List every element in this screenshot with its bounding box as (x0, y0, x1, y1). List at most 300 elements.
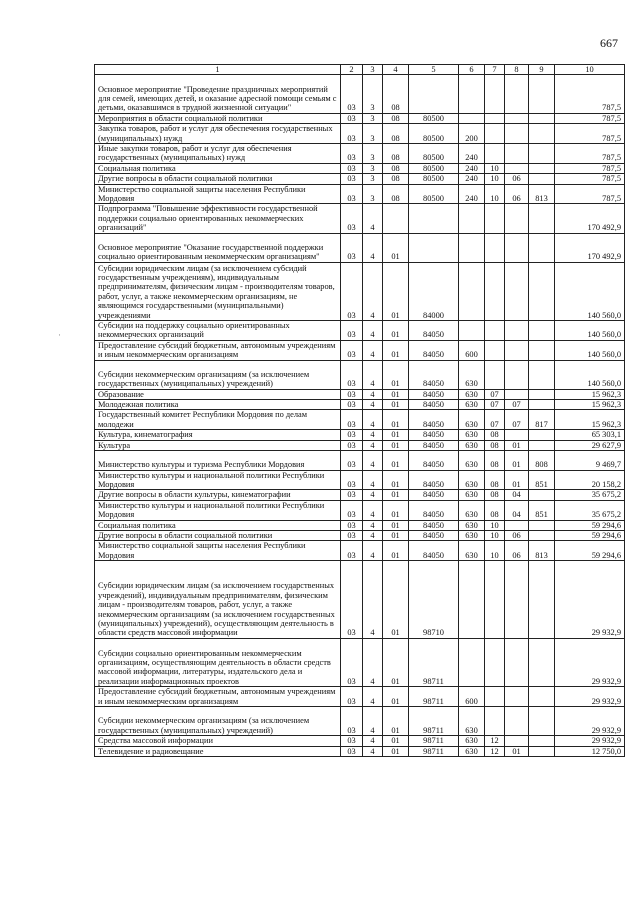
cell-amount: 170 492,9 (555, 233, 625, 262)
cell-col-9 (529, 163, 555, 173)
cell-col-7 (485, 340, 505, 360)
cell-col-6: 630 (459, 451, 485, 470)
cell-col-7 (485, 638, 505, 687)
table-row (95, 163, 625, 173)
cell-col-2: 03 (341, 707, 363, 736)
cell-name: Субсидии юридическим лицам (за исключением субсидий государственным учреждениям), индивидуальным предпринимателям, физическим лицам - производителям товаров, работ, услуг, а также некоммерческим организациям, не являющимся государственными (муниципальными) учреждениями (95, 262, 341, 320)
cell-amount: 140 560,0 (555, 320, 625, 340)
cell-col-4: 01 (383, 541, 409, 561)
cell-col-5: 84050 (409, 360, 459, 389)
table-row (95, 541, 625, 561)
header-cell: 3 (363, 65, 383, 75)
cell-col-3: 4 (363, 530, 383, 540)
header-cell: 10 (555, 65, 625, 75)
cell-col-4: 08 (383, 163, 409, 173)
cell-col-5: 98711 (409, 707, 459, 736)
cell-name: Молодежная политика (95, 400, 341, 410)
cell-col-9 (529, 746, 555, 756)
cell-col-3: 4 (363, 262, 383, 320)
cell-col-6: 630 (459, 541, 485, 561)
cell-name: Социальная политика (95, 163, 341, 173)
cell-col-2: 03 (341, 389, 363, 399)
cell-col-3: 3 (363, 113, 383, 123)
table-row (95, 490, 625, 500)
table-row (95, 400, 625, 410)
cell-col-2: 03 (341, 174, 363, 184)
cell-col-7: 08 (485, 430, 505, 440)
cell-col-5: 80500 (409, 113, 459, 123)
cell-col-3: 3 (363, 163, 383, 173)
cell-col-6: 600 (459, 340, 485, 360)
cell-name: Министерство культуры и национальной политики Республики Мордовия (95, 470, 341, 490)
cell-name: Средства массовой информации (95, 736, 341, 746)
cell-col-4: 01 (383, 389, 409, 399)
cell-col-8: 01 (505, 451, 529, 470)
cell-col-6 (459, 561, 485, 639)
cell-col-2: 03 (341, 500, 363, 520)
cell-col-8: 06 (505, 530, 529, 540)
cell-name: Субсидии некоммерческим организациям (за исключением государственных (муниципальных) учреждений) (95, 360, 341, 389)
cell-col-5: 84050 (409, 530, 459, 540)
cell-col-3: 4 (363, 440, 383, 450)
cell-amount: 20 158,2 (555, 470, 625, 490)
cell-col-5: 84050 (409, 389, 459, 399)
cell-col-4: 01 (383, 440, 409, 450)
cell-col-7: 10 (485, 163, 505, 173)
cell-amount: 787,5 (555, 113, 625, 123)
cell-amount: 140 560,0 (555, 262, 625, 320)
cell-col-9 (529, 262, 555, 320)
cell-amount: 140 560,0 (555, 360, 625, 389)
cell-name: Социальная политика (95, 520, 341, 530)
cell-col-9 (529, 360, 555, 389)
cell-col-2: 03 (341, 144, 363, 164)
cell-col-8 (505, 262, 529, 320)
cell-col-6: 240 (459, 163, 485, 173)
cell-col-3: 3 (363, 75, 383, 114)
cell-col-7 (485, 204, 505, 233)
cell-col-3: 3 (363, 174, 383, 184)
table-row (95, 124, 625, 144)
cell-col-9 (529, 490, 555, 500)
cell-col-3: 4 (363, 451, 383, 470)
cell-col-6: 600 (459, 687, 485, 707)
page-number: 667 (600, 36, 618, 50)
table-row (95, 736, 625, 746)
cell-col-2: 03 (341, 746, 363, 756)
cell-col-4: 08 (383, 113, 409, 123)
cell-col-7: 10 (485, 174, 505, 184)
cell-col-4: 01 (383, 520, 409, 530)
cell-col-8 (505, 75, 529, 114)
cell-col-3: 4 (363, 687, 383, 707)
cell-name: Министерство культуры и национальной политики Республики Мордовия (95, 500, 341, 520)
cell-col-2: 03 (341, 163, 363, 173)
cell-col-5: 80500 (409, 124, 459, 144)
table-row (95, 687, 625, 707)
cell-col-5 (409, 233, 459, 262)
cell-col-9 (529, 124, 555, 144)
table-row (95, 389, 625, 399)
cell-amount: 12 750,0 (555, 746, 625, 756)
cell-col-8 (505, 340, 529, 360)
cell-col-4: 01 (383, 530, 409, 540)
cell-amount: 15 962,3 (555, 410, 625, 430)
table-row (95, 440, 625, 450)
cell-name: Субсидии некоммерческим организациям (за исключением государственных (муниципальных) учреждений) (95, 707, 341, 736)
cell-name: Министерство культуры и туризма Республики Мордовия (95, 451, 341, 470)
cell-col-3: 4 (363, 340, 383, 360)
cell-col-8 (505, 707, 529, 736)
cell-col-5: 84050 (409, 430, 459, 440)
cell-col-4: 01 (383, 430, 409, 440)
cell-name: Мероприятия в области социальной политики (95, 113, 341, 123)
cell-col-7 (485, 561, 505, 639)
cell-col-5: 80500 (409, 184, 459, 204)
cell-name: Другие вопросы в области социальной политики (95, 174, 341, 184)
cell-col-6: 200 (459, 124, 485, 144)
cell-col-7: 10 (485, 541, 505, 561)
cell-col-4: 01 (383, 233, 409, 262)
cell-col-6 (459, 320, 485, 340)
cell-col-9 (529, 430, 555, 440)
header-row (95, 65, 625, 75)
cell-col-9 (529, 174, 555, 184)
cell-col-4: 01 (383, 360, 409, 389)
cell-col-7: 07 (485, 389, 505, 399)
cell-col-3: 4 (363, 638, 383, 687)
cell-col-4: 08 (383, 174, 409, 184)
cell-col-6 (459, 262, 485, 320)
cell-col-6: 630 (459, 520, 485, 530)
cell-col-5: 98710 (409, 561, 459, 639)
cell-col-3: 4 (363, 389, 383, 399)
cell-amount: 65 303,1 (555, 430, 625, 440)
cell-name: Культура (95, 440, 341, 450)
table-row (95, 340, 625, 360)
cell-amount: 59 294,6 (555, 541, 625, 561)
table-row (95, 500, 625, 520)
cell-col-7 (485, 687, 505, 707)
cell-col-4: 01 (383, 400, 409, 410)
cell-col-4: 08 (383, 184, 409, 204)
cell-name: Иные закупки товаров, работ и услуг для обеспечения государственных (муниципальных) нужд (95, 144, 341, 164)
table-row (95, 530, 625, 540)
cell-col-3: 4 (363, 430, 383, 440)
cell-amount: 59 294,6 (555, 520, 625, 530)
cell-col-2: 03 (341, 440, 363, 450)
cell-col-4: 01 (383, 746, 409, 756)
cell-col-6: 630 (459, 736, 485, 746)
cell-col-8 (505, 561, 529, 639)
cell-col-6 (459, 113, 485, 123)
cell-col-9 (529, 561, 555, 639)
cell-col-9 (529, 75, 555, 114)
table-row (95, 360, 625, 389)
cell-col-5: 84050 (409, 541, 459, 561)
cell-col-8: 01 (505, 746, 529, 756)
cell-col-3: 4 (363, 541, 383, 561)
cell-col-9 (529, 687, 555, 707)
cell-col-7 (485, 233, 505, 262)
header-cell: 8 (505, 65, 529, 75)
cell-amount: 29 627,9 (555, 440, 625, 450)
cell-col-8: 04 (505, 490, 529, 500)
budget-table (94, 64, 625, 757)
cell-col-3: 4 (363, 470, 383, 490)
cell-col-8: 06 (505, 174, 529, 184)
cell-col-9 (529, 320, 555, 340)
table-row (95, 638, 625, 687)
cell-col-4: 01 (383, 736, 409, 746)
cell-col-8: 01 (505, 470, 529, 490)
cell-name: Другие вопросы в области культуры, кинематографии (95, 490, 341, 500)
cell-col-5: 84050 (409, 490, 459, 500)
cell-col-2: 03 (341, 113, 363, 123)
cell-col-5: 84050 (409, 400, 459, 410)
cell-col-5: 84050 (409, 500, 459, 520)
cell-amount: 29 932,9 (555, 707, 625, 736)
cell-col-6: 240 (459, 144, 485, 164)
cell-col-6 (459, 75, 485, 114)
cell-col-7: 07 (485, 410, 505, 430)
cell-col-4: 01 (383, 410, 409, 430)
cell-name: Основное мероприятие "Оказание государственной поддержки социально ориентированным некоммерческим организациям" (95, 233, 341, 262)
cell-amount: 15 962,3 (555, 400, 625, 410)
cell-name: Основное мероприятие "Проведение праздничных мероприятий для семей, имеющих детей, и оказание адресной помощи семьям с детьми, оказавшимся в трудной жизненной ситуации" (95, 75, 341, 114)
cell-col-6: 630 (459, 400, 485, 410)
table-row (95, 707, 625, 736)
cell-col-8 (505, 389, 529, 399)
cell-amount: 29 932,9 (555, 736, 625, 746)
cell-name: Закупка товаров, работ и услуг для обеспечения государственных (муниципальных) нужд (95, 124, 341, 144)
cell-col-7 (485, 320, 505, 340)
table-row (95, 144, 625, 164)
cell-name: Культура, кинематография (95, 430, 341, 440)
cell-amount: 29 932,9 (555, 561, 625, 639)
cell-col-9 (529, 638, 555, 687)
cell-col-8 (505, 233, 529, 262)
cell-col-4: 08 (383, 144, 409, 164)
cell-col-6 (459, 204, 485, 233)
cell-col-9: 851 (529, 470, 555, 490)
cell-col-8 (505, 430, 529, 440)
cell-col-7 (485, 113, 505, 123)
cell-col-4: 08 (383, 75, 409, 114)
cell-col-2: 03 (341, 233, 363, 262)
cell-amount: 787,5 (555, 184, 625, 204)
cell-col-6: 630 (459, 746, 485, 756)
cell-col-6 (459, 233, 485, 262)
cell-col-7: 08 (485, 440, 505, 450)
cell-col-9 (529, 400, 555, 410)
cell-col-4: 01 (383, 687, 409, 707)
header-cell: 2 (341, 65, 363, 75)
cell-col-7: 12 (485, 736, 505, 746)
cell-name: Субсидии юридическим лицам (за исключением государственных учреждений), индивидуальным предпринимателям, физическим лицам - производителям товаров, работ, услуг, а также некоммерческим организациям (за исключением государственных (муниципальных) учреждений), осуществляющим деятельность в области средств массовой информации (95, 561, 341, 639)
cell-col-9 (529, 340, 555, 360)
cell-col-8 (505, 520, 529, 530)
cell-col-4: 08 (383, 124, 409, 144)
cell-col-9 (529, 144, 555, 164)
cell-name: Государственный комитет Республики Мордовия по делам молодежи (95, 410, 341, 430)
cell-col-7: 10 (485, 530, 505, 540)
cell-amount: 787,5 (555, 144, 625, 164)
cell-col-7: 12 (485, 746, 505, 756)
cell-name: Телевидение и радиовещание (95, 746, 341, 756)
cell-col-3: 4 (363, 561, 383, 639)
cell-col-6: 630 (459, 470, 485, 490)
cell-col-8 (505, 320, 529, 340)
table-row (95, 520, 625, 530)
cell-col-2: 03 (341, 520, 363, 530)
cell-col-8: 04 (505, 500, 529, 520)
cell-col-6: 630 (459, 410, 485, 430)
cell-col-7 (485, 75, 505, 114)
cell-col-5: 84050 (409, 440, 459, 450)
cell-col-4: 01 (383, 490, 409, 500)
cell-col-2: 03 (341, 638, 363, 687)
table-row (95, 113, 625, 123)
cell-name: Субсидии на поддержку социально ориентированных некоммерческих организаций (95, 320, 341, 340)
cell-col-8 (505, 736, 529, 746)
cell-col-5: 98711 (409, 736, 459, 746)
cell-col-9 (529, 389, 555, 399)
cell-amount: 29 932,9 (555, 638, 625, 687)
cell-col-9: 813 (529, 184, 555, 204)
cell-col-8 (505, 144, 529, 164)
cell-col-6: 630 (459, 389, 485, 399)
header-cell: 4 (383, 65, 409, 75)
header-cell: 5 (409, 65, 459, 75)
cell-col-2: 03 (341, 124, 363, 144)
cell-col-8 (505, 204, 529, 233)
cell-amount: 170 492,9 (555, 204, 625, 233)
cell-col-7: 10 (485, 184, 505, 204)
cell-amount: 140 560,0 (555, 340, 625, 360)
cell-col-2: 03 (341, 75, 363, 114)
table-row (95, 204, 625, 233)
cell-col-8 (505, 687, 529, 707)
cell-amount: 35 675,2 (555, 490, 625, 500)
cell-col-6: 630 (459, 360, 485, 389)
cell-amount: 787,5 (555, 174, 625, 184)
cell-col-6: 630 (459, 530, 485, 540)
cell-col-9 (529, 736, 555, 746)
cell-col-8: 07 (505, 410, 529, 430)
cell-col-5: 98711 (409, 638, 459, 687)
cell-amount: 59 294,6 (555, 530, 625, 540)
cell-col-7: 10 (485, 520, 505, 530)
cell-col-2: 03 (341, 410, 363, 430)
table-row (95, 75, 625, 114)
cell-col-3: 4 (363, 500, 383, 520)
cell-amount: 787,5 (555, 75, 625, 114)
cell-col-5: 84050 (409, 320, 459, 340)
cell-col-7 (485, 262, 505, 320)
cell-col-4: 01 (383, 262, 409, 320)
cell-col-9 (529, 204, 555, 233)
cell-col-8 (505, 360, 529, 389)
cell-col-2: 03 (341, 340, 363, 360)
cell-col-3: 4 (363, 520, 383, 530)
cell-col-2: 03 (341, 530, 363, 540)
cell-amount: 15 962,3 (555, 389, 625, 399)
cell-col-2: 03 (341, 320, 363, 340)
cell-amount: 35 675,2 (555, 500, 625, 520)
cell-col-2: 03 (341, 470, 363, 490)
cell-col-6: 630 (459, 440, 485, 450)
cell-col-4: 01 (383, 340, 409, 360)
cell-col-9: 851 (529, 500, 555, 520)
table-row (95, 451, 625, 470)
cell-col-3: 4 (363, 400, 383, 410)
table-row (95, 746, 625, 756)
cell-col-7 (485, 124, 505, 144)
cell-col-5: 84050 (409, 410, 459, 430)
cell-col-8 (505, 638, 529, 687)
margin-mark: · (58, 330, 61, 340)
cell-col-2: 03 (341, 360, 363, 389)
cell-col-3: 4 (363, 707, 383, 736)
cell-col-9 (529, 113, 555, 123)
cell-col-7: 08 (485, 470, 505, 490)
cell-col-9: 808 (529, 451, 555, 470)
cell-col-5: 98711 (409, 687, 459, 707)
cell-col-9 (529, 707, 555, 736)
cell-col-9 (529, 530, 555, 540)
cell-col-4: 01 (383, 500, 409, 520)
cell-col-7: 08 (485, 451, 505, 470)
cell-col-7 (485, 707, 505, 736)
cell-col-5: 80500 (409, 144, 459, 164)
cell-name: Министерство социальной защиты населения Республики Мордовия (95, 184, 341, 204)
cell-col-3: 4 (363, 736, 383, 746)
cell-col-3: 4 (363, 410, 383, 430)
table-row (95, 174, 625, 184)
cell-col-2: 03 (341, 204, 363, 233)
table-row (95, 184, 625, 204)
cell-col-7: 07 (485, 400, 505, 410)
cell-col-4: 01 (383, 638, 409, 687)
cell-col-8: 07 (505, 400, 529, 410)
cell-col-3: 4 (363, 320, 383, 340)
cell-name: Подпрограмма "Повышение эффективности государственной поддержки социально ориентированных некоммерческих организаций" (95, 204, 341, 233)
cell-col-5: 98711 (409, 746, 459, 756)
cell-col-3: 3 (363, 124, 383, 144)
cell-col-5: 80500 (409, 174, 459, 184)
cell-col-4: 01 (383, 320, 409, 340)
cell-col-7: 08 (485, 490, 505, 500)
cell-col-5: 84050 (409, 340, 459, 360)
cell-col-4: 01 (383, 451, 409, 470)
cell-col-2: 03 (341, 451, 363, 470)
table-row (95, 561, 625, 639)
header-cell: 1 (95, 65, 341, 75)
cell-col-9 (529, 440, 555, 450)
cell-col-3: 4 (363, 360, 383, 389)
cell-col-8: 06 (505, 184, 529, 204)
cell-col-5 (409, 204, 459, 233)
cell-col-4: 01 (383, 470, 409, 490)
cell-amount: 29 932,9 (555, 687, 625, 707)
cell-col-8: 01 (505, 440, 529, 450)
cell-col-3: 3 (363, 184, 383, 204)
cell-col-2: 03 (341, 687, 363, 707)
cell-col-6: 630 (459, 490, 485, 500)
cell-col-4 (383, 204, 409, 233)
cell-col-2: 03 (341, 400, 363, 410)
